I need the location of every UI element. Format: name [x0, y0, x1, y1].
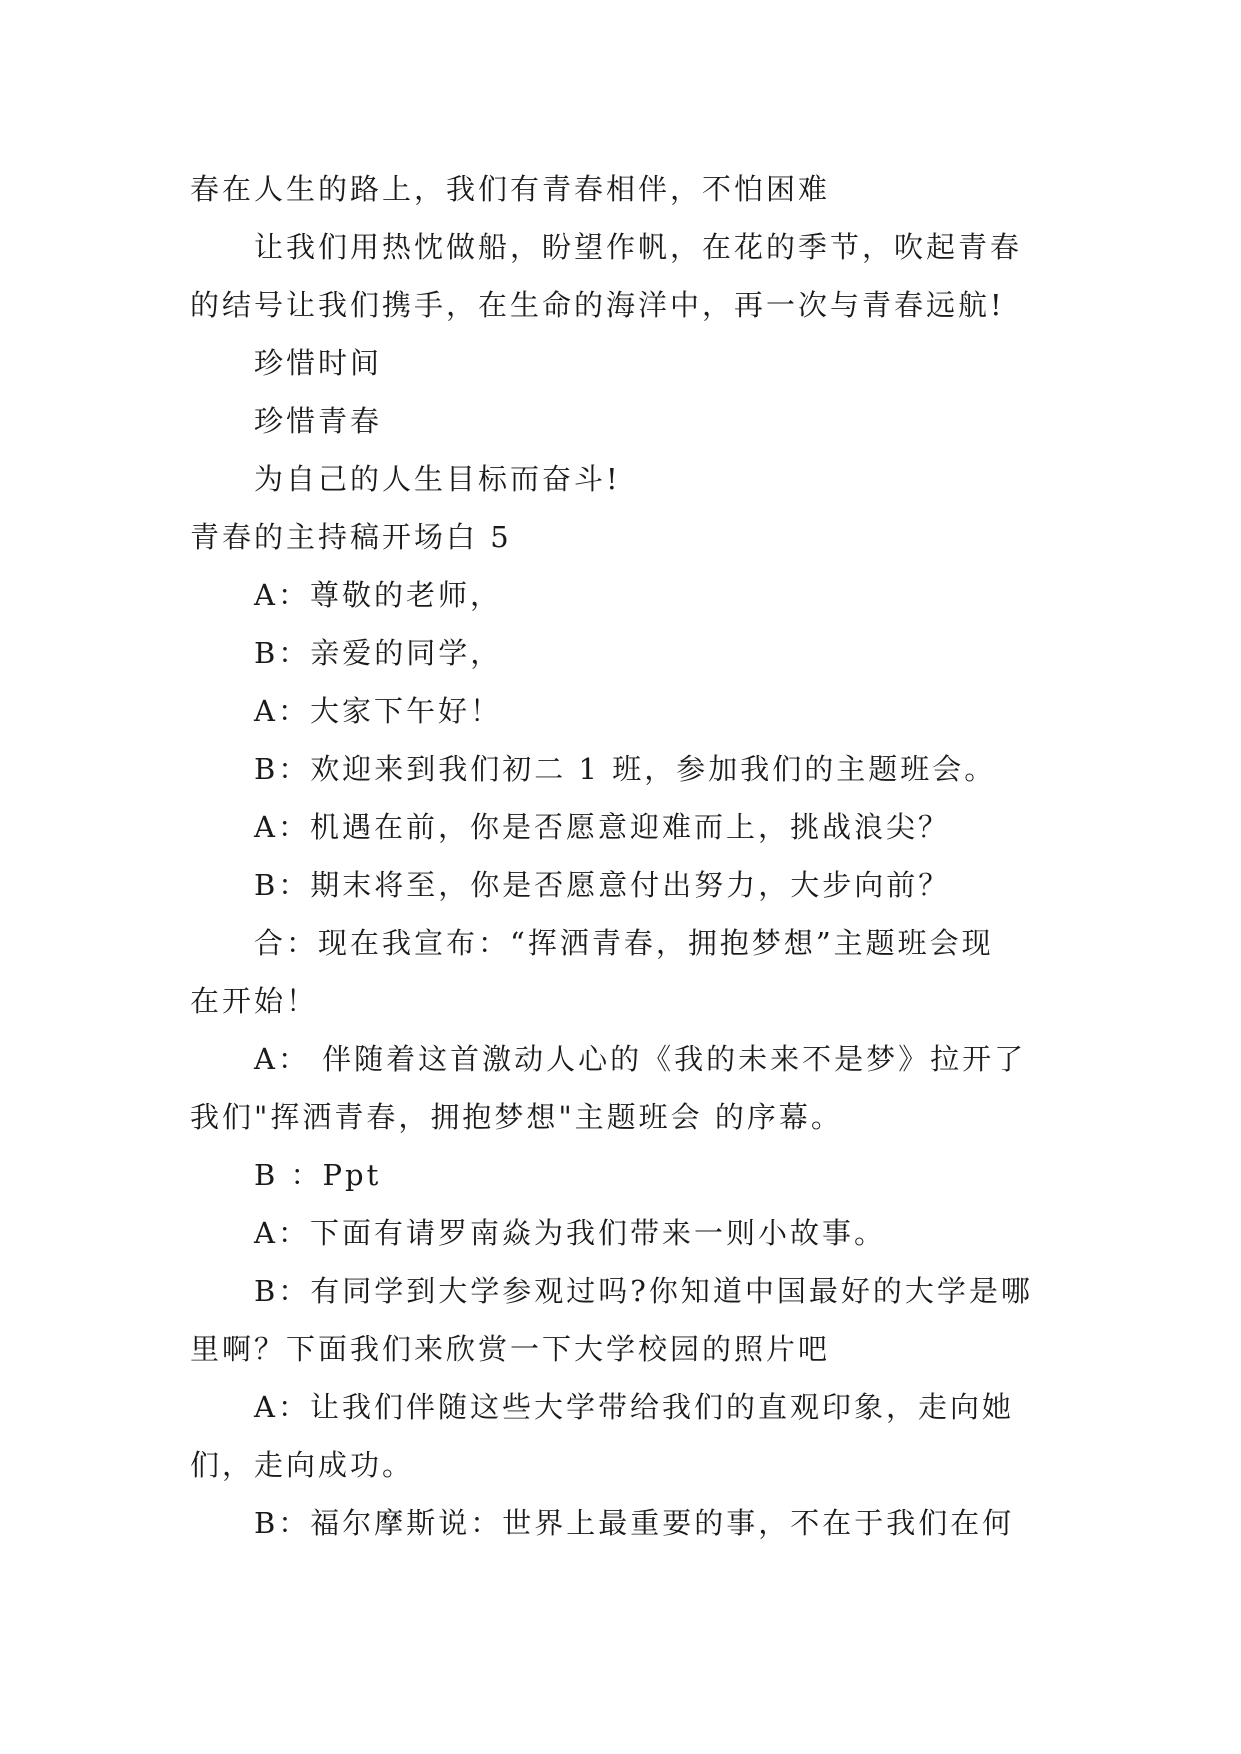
text-line: 们，走向成功。 — [190, 1448, 415, 1482]
text-line: 我们"挥洒青春，拥抱梦想"主题班会 的序幕。 — [190, 1100, 843, 1134]
text-line: A：尊敬的老师， — [254, 578, 502, 612]
text-line: A：让我们伴随这些大学带给我们的直观印象，走向她 — [254, 1390, 1014, 1424]
text-line: 青春的主持稿开场白 5 — [190, 520, 512, 554]
text-line: B：期末将至，你是否愿意付出努力，大步向前？ — [254, 868, 951, 902]
text-line: 珍惜青春 — [254, 404, 383, 438]
text-line: 珍惜时间 — [254, 346, 383, 380]
text-line: 让我们用热忱做船，盼望作帆，在花的季节，吹起青春 — [254, 230, 1023, 264]
text-line: B：福尔摩斯说：世界上最重要的事，不在于我们在何 — [254, 1506, 1015, 1540]
text-line: 春在人生的路上，我们有青春相伴，不怕困难 — [190, 172, 831, 206]
text-line: 合：现在我宣布：“挥洒青春，拥抱梦想”主题班会现 — [254, 926, 994, 960]
text-line: 为自己的人生目标而奋斗! — [254, 462, 621, 496]
text-line: 里啊？下面我们来欣赏一下大学校园的照片吧 — [190, 1332, 831, 1366]
text-line: A： 伴随着这首激动人心的《我的未来不是梦》拉开了 — [254, 1042, 1027, 1076]
text-line: B ：Ppt — [254, 1158, 382, 1192]
text-line: B：亲爱的同学， — [254, 636, 503, 670]
text-line: 在开始！ — [190, 984, 319, 1018]
text-line: 的结号让我们携手，在生命的海洋中，再一次与青春远航! — [190, 288, 1005, 322]
text-line: B：欢迎来到我们初二 1 班，参加我们的主题班会。 — [254, 752, 997, 786]
text-line: A：机遇在前，你是否愿意迎难而上，挑战浪尖？ — [254, 810, 950, 844]
text-line: B：有同学到大学参观过吗?你知道中国最好的大学是哪 — [254, 1274, 1033, 1308]
document-body — [190, 160, 1050, 1552]
text-line: A：大家下午好！ — [254, 694, 502, 728]
text-line: A：下面有请罗南焱为我们带来一则小故事。 — [254, 1216, 886, 1250]
